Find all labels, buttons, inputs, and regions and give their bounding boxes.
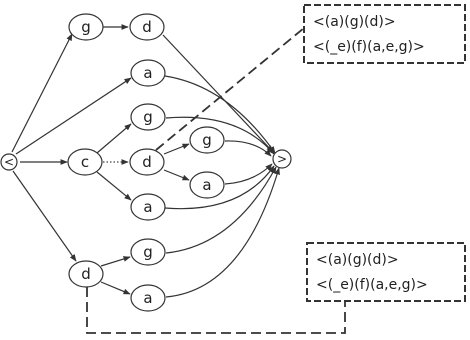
- node-a2-label: a: [202, 176, 212, 194]
- node-d2: [130, 149, 164, 175]
- edge-start-a1: [16, 78, 131, 154]
- edge-d3-g4: [101, 257, 130, 266]
- edge-d2-a2: [164, 170, 189, 180]
- node-a4: [131, 285, 165, 311]
- pattern-box-bottom-line2: <(_e)(f)(a,e,g)>: [316, 277, 428, 293]
- node-d3: [69, 261, 103, 287]
- edge-start-d3: [13, 171, 76, 261]
- node-c: [68, 149, 102, 175]
- edge-start-g1: [12, 34, 72, 152]
- node-start-label: <: [3, 155, 15, 169]
- node-a3: [131, 194, 165, 220]
- edge-d2-g3: [164, 144, 189, 154]
- pattern-box-bottom-line1: <(a)(g)(d)>: [316, 252, 399, 268]
- node-g1: [69, 14, 103, 40]
- edge-d3-a4: [101, 282, 130, 294]
- edge-a2-end: [225, 164, 272, 184]
- pattern-box-top: [304, 5, 465, 63]
- node-g3: [190, 127, 224, 153]
- edge-c-g2: [97, 124, 131, 153]
- node-d3-label: d: [81, 265, 91, 283]
- node-a4-label: a: [143, 289, 153, 307]
- node-end-label: >: [276, 152, 288, 166]
- pattern-box-top-line2: <(_e)(f)(a,e,g)>: [313, 39, 425, 55]
- node-c-label: c: [80, 153, 90, 171]
- node-a2: [190, 172, 224, 198]
- node-g2-label: g: [143, 108, 153, 126]
- pattern-box-bottom: [307, 243, 465, 301]
- node-g4-label: g: [143, 243, 153, 261]
- node-g3-label: g: [202, 131, 212, 149]
- node-a3-label: a: [143, 198, 153, 216]
- node-g4: [131, 239, 165, 265]
- connector-d2-top-box: [156, 28, 304, 150]
- node-g2: [131, 104, 165, 130]
- node-d1: [130, 14, 164, 40]
- node-start: [1, 154, 17, 170]
- edge-c-a3: [97, 172, 131, 200]
- node-g1-label: g: [81, 18, 91, 36]
- node-a1: [131, 60, 165, 86]
- node-end: [273, 150, 291, 168]
- node-d2-label: d: [142, 153, 152, 171]
- node-d1-label: d: [142, 18, 152, 36]
- node-a1-label: a: [143, 64, 153, 82]
- pattern-box-top-line1: <(a)(g)(d)>: [313, 14, 396, 30]
